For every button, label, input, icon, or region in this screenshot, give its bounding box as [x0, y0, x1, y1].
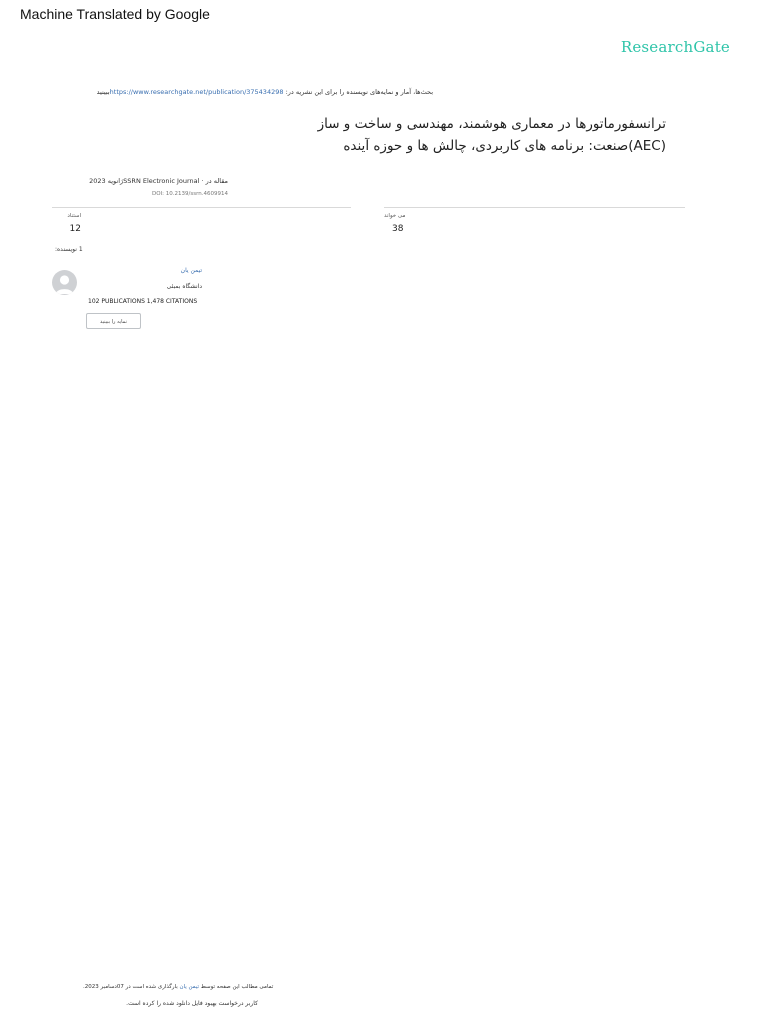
- title-line-1: ترانسفورماتورها در معماری هوشمند، مهندسی و ساخت و ساز: [317, 116, 666, 132]
- upload-note-part2: بارگذاری شده است در 07دسامبر 2023.: [83, 984, 180, 990]
- upload-note-part1: تمامی مطالب این صفحه توسط: [199, 984, 274, 990]
- see-profile-button[interactable]: نمایه را ببینید: [86, 313, 141, 329]
- author-affiliation: دانشگاه بمبئی: [166, 283, 202, 290]
- user-silhouette-icon: [52, 270, 77, 295]
- discussions-suffix: ببینید: [96, 88, 110, 96]
- doi[interactable]: DOI: 10.2139/ssrn.4609914: [151, 191, 228, 197]
- publication-date: ژانویه 2023: [89, 177, 124, 185]
- researchgate-logo[interactable]: ResearchGate: [620, 38, 730, 56]
- article-label: مقاله در: [205, 177, 228, 185]
- divider-right: [384, 207, 685, 208]
- uploader-link[interactable]: تیمن یان: [179, 984, 200, 990]
- enhancement-note: کاربر درخواست بهبود فایل دانلود شده را کرده است.: [126, 1000, 258, 1007]
- authors-label: 1 نویسنده:: [55, 246, 83, 253]
- reads-count: 38: [392, 224, 404, 234]
- discussions-line: [97, 88, 433, 96]
- citations-label: استناد: [67, 213, 81, 219]
- divider-left: [52, 207, 351, 208]
- publication-link[interactable]: https://www.researchgate.net/publication/375434298: [109, 88, 284, 96]
- journal-name[interactable]: SSRN Electronic Journal: [123, 177, 200, 185]
- machine-translated-banner: Machine Translated by Google: [20, 6, 210, 22]
- article-info: مقاله در · SSRN Electronic Journalژانویه 2023: [89, 177, 228, 185]
- citations-count: 12: [69, 224, 81, 234]
- author-avatar-icon[interactable]: [52, 270, 77, 295]
- reads-label: می خواند: [384, 213, 406, 219]
- upload-note: [83, 984, 273, 990]
- discussions-prefix: بحث‌ها، آمار و نمایه‌های نویسنده را برای این نشریه در:: [283, 88, 433, 96]
- author-stats: 102 PUBLICATIONS 1,478 CITATIONS: [88, 298, 198, 305]
- title-line-2: (AEC)صنعت: برنامه های کاربردی، چالش ها و حوزه آینده: [343, 138, 666, 154]
- paper-title: [246, 113, 666, 157]
- author-name[interactable]: تیمن یان: [180, 267, 202, 274]
